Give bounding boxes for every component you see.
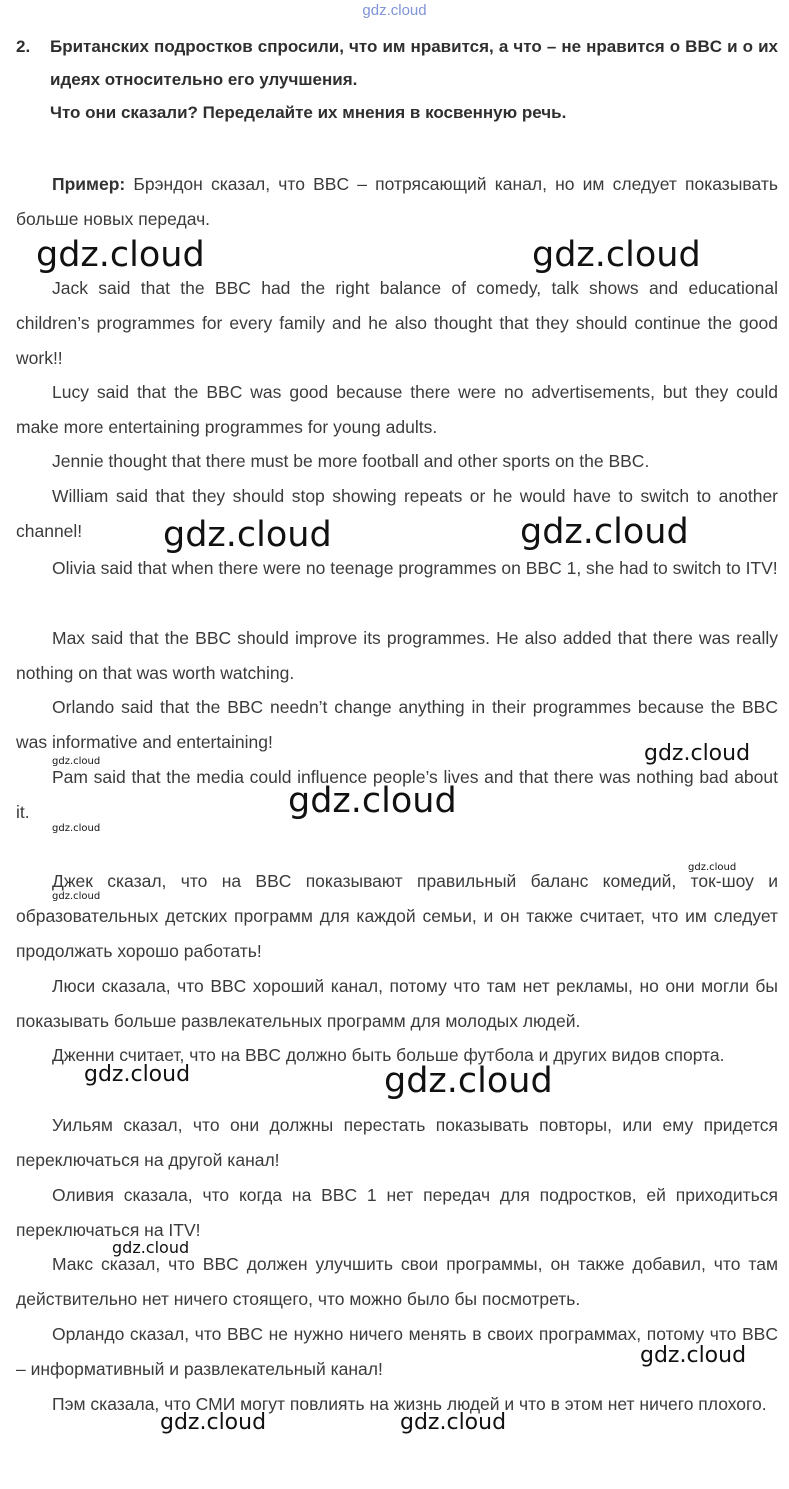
watermark: gdz.cloud: [160, 1410, 267, 1435]
watermark: gdz.cloud: [640, 1343, 747, 1368]
watermark: gdz.cloud: [688, 862, 737, 873]
english-paragraph: Jennie thought that there must be more football and other sports on the BBC.: [52, 451, 650, 471]
watermark: gdz.cloud: [163, 515, 332, 555]
russian-paragraph: Оливия сказала, что когда на BBC 1 нет передач для подростков, ей приходиться переключаться на ITV!: [16, 1185, 778, 1240]
watermark: gdz.cloud: [400, 1410, 507, 1435]
english-paragraph: Olivia said that when there were no teenage programmes on BBC 1, she had to switch to ITV!: [52, 558, 778, 578]
watermark: gdz.cloud: [112, 1238, 190, 1257]
russian-paragraph: Джек сказал, что на BBC показывают правильный баланс комедий, ток-шоу и образовательных детских программ для каждой семьи, и он также считает, что им следует продолжать хорошо работать!: [16, 871, 778, 961]
russian-paragraph: Люси сказала, что BBC хороший канал, потому что там нет рекламы, но они могли бы показывать больше развлекательных программ для молодых людей.: [16, 976, 778, 1031]
english-paragraph: Orlando said that the BBC needn’t change anything in their programmes because the BBC was informative and entertaining!: [16, 697, 778, 752]
task-instruction: Британских подростков спросили, что им нравится, а что – не нравится о BBC и о их идеях относительно его улучшения.: [50, 37, 778, 89]
watermark: gdz.cloud: [288, 781, 457, 821]
task-block: [16, 30, 778, 129]
example-paragraph: [16, 167, 778, 237]
russian-paragraph: Макс сказал, что BBC должен улучшить свои программы, он также добавил, что там действительно нет ничего стоящего, что можно было бы посмотреть.: [16, 1254, 778, 1309]
example-text: Брэндон сказал, что BBC – потрясающий канал, но им следует показывать больше новых передач.: [16, 174, 778, 229]
russian-paragraph: Дженни считает, что на BBC должно быть больше футбола и других видов спорта.: [52, 1045, 725, 1065]
english-paragraph: Lucy said that the BBC was good because there were no advertisements, but they could make more entertaining programmes for young adults.: [16, 382, 778, 437]
task-question: Что они сказали? Переделайте их мнения в косвенную речь.: [50, 103, 567, 122]
watermark: gdz.cloud: [36, 235, 205, 275]
english-paragraph: Pam said that the media could influence people’s lives and that there was nothing bad about it.: [16, 767, 778, 822]
english-paragraph: Max said that the BBC should improve its programmes. He also added that there was really nothing on that was worth watching.: [16, 628, 778, 683]
english-paragraph: Jack said that the BBC had the right balance of comedy, talk shows and educational children’s programmes for every family and he also thought that they should continue the good work!!: [16, 278, 778, 368]
russian-paragraph: Пэм сказала, что СМИ могут повлиять на жизнь людей и что в этом нет ничего плохого.: [52, 1394, 767, 1414]
watermark: gdz.cloud: [384, 1061, 553, 1101]
watermark: gdz.cloud: [520, 512, 689, 552]
english-paragraph: William said that they should stop showing repeats or he would have to switch to another channel!: [16, 486, 778, 541]
task-number: 2.: [16, 37, 31, 56]
watermark: gdz.cloud: [52, 756, 101, 767]
russian-paragraph: Уильям сказал, что они должны перестать показывать повторы, или ему придется переключаться на другой канал!: [16, 1115, 778, 1170]
header-watermark: gdz.cloud: [362, 2, 427, 19]
watermark: gdz.cloud: [644, 741, 751, 766]
watermark: gdz.cloud: [84, 1062, 191, 1087]
watermark: gdz.cloud: [532, 235, 701, 275]
russian-paragraph: Орландо сказал, что BBC не нужно ничего менять в своих программах, потому что BBC – информативный и развлекательный канал!: [16, 1324, 778, 1379]
example-label: Пример:: [52, 174, 126, 194]
watermark: gdz.cloud: [52, 891, 101, 902]
watermark: gdz.cloud: [52, 823, 101, 834]
